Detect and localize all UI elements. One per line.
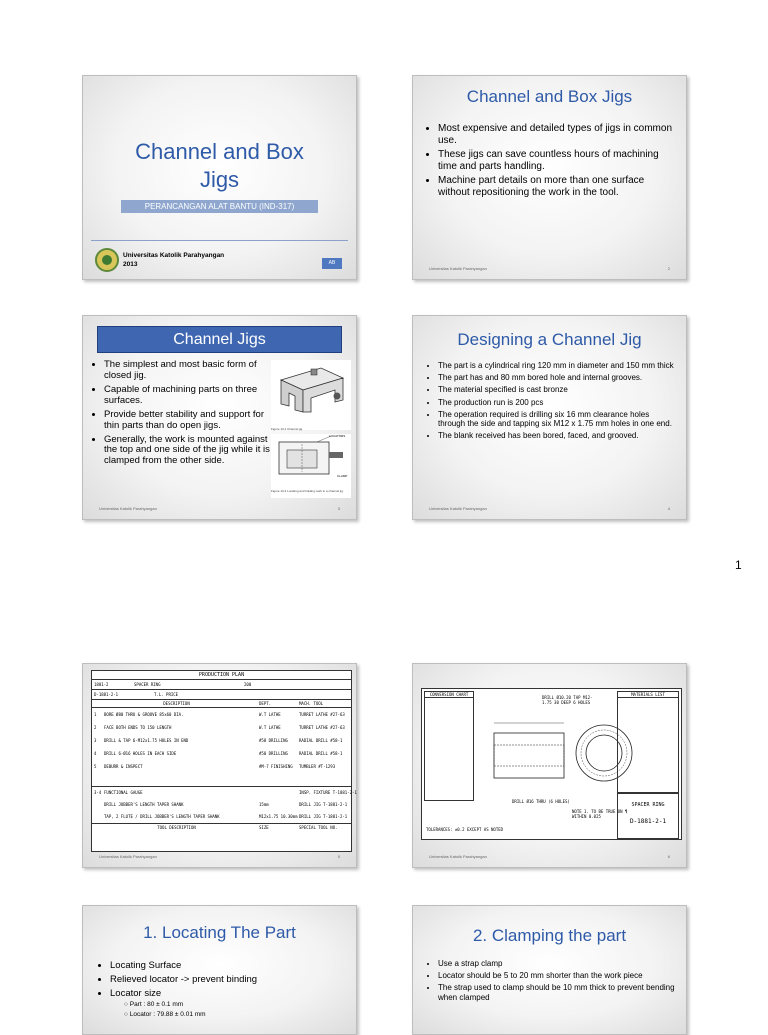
slide-page-number: 2 [667, 266, 670, 271]
drawing-number: D-1881-2-1 [94, 692, 119, 697]
sub-bullet-text: Part : 80 ± 0.1 mm [129, 1000, 184, 1008]
slide-footer [429, 266, 670, 271]
tool-size [259, 787, 299, 799]
planner: T.L. PRICE [154, 692, 179, 697]
op-number: 5 [94, 764, 97, 769]
slide-title: Channel and Box Jigs [135, 139, 304, 192]
op-number: 2 [94, 725, 97, 730]
slide-8 [412, 905, 687, 1035]
note-1: DRILL Ø10.20 TAP M12-1.75 30 DEEP 6 HOLES [542, 695, 593, 705]
slide-title: Designing a Channel Jig [457, 330, 642, 349]
operation-row [92, 721, 351, 734]
op-description: DRILL 6-Ø16 HOLES IN EACH SIDE [104, 751, 177, 756]
title-bar [97, 326, 342, 353]
tool-special: DRILL JIG T-1881-2-1 [299, 814, 348, 819]
bullet: • The blank received has been bored, faced, and grooved. [438, 431, 676, 440]
bullet: • Locator should be 5 to 20 mm shorter than the work piece [438, 971, 676, 980]
slide-subtitle-bar [121, 200, 318, 213]
sub-bullet: ○ Part : 80 ± 0.1 mm [124, 1000, 184, 1008]
slide-page-number: 3 [337, 506, 340, 511]
header-description: DESCRIPTION [163, 701, 190, 706]
slide-footer [99, 506, 340, 511]
slide-title: 2. Clamping the part [472, 926, 627, 945]
tool-size: 15mm [259, 802, 269, 807]
bullet: • The strap used to clamp should be 10 mm thick to prevent bending when clamped [438, 983, 676, 1001]
figure-caption: Figure 13-2 Locating and holding work in a channel jig. [271, 489, 344, 493]
op-description: DRILL & TAP 6-M12x1.75 HOLES IN END [104, 738, 189, 743]
tool-header-tool: SPECIAL TOOL NO. [299, 825, 338, 830]
bullet-list [427, 123, 674, 201]
tool-header-size: SIZE [259, 825, 269, 830]
university-logo [95, 248, 119, 272]
locators-label: LOCATORS [329, 434, 346, 438]
figure-caption: Figure 13-1 Channel jig. [271, 427, 304, 431]
operation-row [92, 708, 351, 721]
bullet: • These jigs can save countless hours of machining time and parts handling. [438, 149, 674, 172]
header-dept: DEPT. [259, 701, 272, 706]
tool-row [92, 811, 351, 823]
ops-header [92, 700, 351, 708]
bullet: • Locating Surface [110, 961, 346, 972]
slide-title: Channel and Box Jigs [466, 87, 633, 106]
tool-special: DRILL JIG T-1881-2-1 [299, 802, 348, 807]
op-number: 3 [94, 738, 97, 743]
op-tool: RADIAL DRILL #58-1 [299, 738, 343, 743]
slide-5 [82, 663, 357, 868]
page-number: 1 [735, 558, 742, 572]
op-dept: #58 DRILLING [259, 738, 288, 743]
footer-left: Universitas Katolik Parahyangan [429, 266, 487, 271]
sheet-header [92, 680, 351, 690]
bullet-list [427, 959, 676, 1005]
part-drawing-sheet [421, 688, 682, 840]
footer-left: Universitas Katolik Parahyangan [429, 854, 487, 859]
bullet: • The material specified is cast bronze [438, 385, 676, 394]
tool-number [94, 799, 104, 811]
slide-3 [82, 315, 357, 520]
bullet-text: Locator size [110, 987, 162, 999]
tolerances: TOLERANCES: ±0.2 EXCEPT AS NOTED [426, 827, 504, 832]
slide-4 [412, 315, 687, 520]
conversion-title: CONVERSION CHART [425, 692, 473, 698]
tool-description: TAP, 2 FLUTE / DRILL JOBBER'S LENGTH TAPER SHANK [104, 814, 220, 819]
part-number: 1881-2 [94, 682, 109, 687]
op-dept: W.T LATHE [259, 712, 281, 717]
op-dept: W.T LATHE [259, 725, 281, 730]
slide-subtitle: PERANCANGAN ALAT BANTU (IND-317) [144, 202, 295, 211]
title-block [617, 793, 679, 839]
op-description: DEBURR & INSPECT [104, 764, 143, 769]
bullet: • The simplest and most basic form of closed jig. [104, 360, 280, 382]
op-dept: #58 DRILLING [259, 751, 288, 756]
slide-2 [412, 75, 687, 280]
bullet-list [99, 961, 346, 1022]
production-plan-sheet [91, 670, 357, 852]
note-2: DRILL Ø16 THRU (6 HOLES) [512, 799, 570, 804]
operation-row [92, 747, 351, 760]
channel-jig-drawing [271, 360, 351, 422]
slide-page-number: 4 [667, 506, 670, 511]
slide-7 [82, 905, 357, 1035]
op-tool: TURRET LATHE #27-63 [299, 712, 345, 717]
op-number: 1 [94, 712, 97, 717]
bottom-rule [91, 240, 348, 241]
conversion-chart [424, 691, 474, 801]
drawing-part-name: SPACER RING [631, 802, 665, 808]
tool-size: M12x1.75 10.30mm [259, 814, 298, 819]
slide-page-number: 6 [667, 854, 670, 859]
bullet: • Relieved locator -> prevent binding [110, 975, 346, 986]
university-name: Universitas Katolik Parahyangan [123, 252, 225, 259]
slide-footer [429, 854, 670, 859]
bullet: • The part has and 80 mm bored hole and internal grooves. [438, 373, 676, 382]
materials-title: MATERIALS LIST [618, 692, 678, 698]
op-description: BORE Ø80 THRU & GROOVE 85x60 DIA. [104, 712, 184, 717]
drawing-number: D-1881-2-1 [629, 818, 667, 825]
operation-row [92, 760, 351, 773]
quantity: 200 [244, 682, 252, 687]
part-name: SPACER RING [134, 682, 161, 687]
clamp-label: CLAMP [337, 474, 348, 478]
bullet-list [427, 361, 676, 443]
slide-title: Channel Jigs [173, 331, 266, 348]
bullet: • Capable of machining parts on three surfaces. [104, 385, 280, 407]
badge-label: AB [328, 260, 336, 266]
sub-bullet: ○ Locator : 79.88 ± 0.01 mm [124, 1011, 206, 1019]
tool-rows [92, 787, 357, 824]
note-3: NOTE 1. TO BE TRUE ON ¶ WITHIN 0.025 [572, 809, 628, 819]
footer-left: Universitas Katolik Parahyangan [429, 506, 487, 511]
slide-title: 1. Locating The Part [143, 923, 296, 942]
op-tool: TURRET LATHE #27-63 [299, 725, 345, 730]
channel-jig-section-figure [271, 434, 351, 498]
tool-special: INSP. FIXTURE T-1881-2-1 [299, 790, 357, 795]
bullet: • The part is a cylindrical ring 120 mm in diameter and 150 mm thick [438, 361, 676, 370]
bullet: • The production run is 200 pcs [438, 398, 676, 407]
bullet: • Generally, the work is mounted against the top and one side of the jig while it is clamped from the other side. [104, 435, 280, 468]
op-dept: #M-7 FINISHING [259, 764, 293, 769]
tool-header [92, 824, 351, 831]
slide-footer [429, 506, 670, 511]
op-number: 4 [94, 751, 97, 756]
tool-row [92, 787, 357, 799]
materials-list [617, 691, 679, 793]
sub-bullet-text: Locator : 79.88 ± 0.01 mm [129, 1011, 206, 1019]
seal-icon [97, 250, 117, 270]
footer-left: Universitas Katolik Parahyangan [99, 854, 157, 859]
tool-description: DRILL JOBBER'S LENGTH TAPER SHANK [104, 802, 184, 807]
tool-header-desc: TOOL DESCRIPTION [157, 825, 196, 830]
badge [322, 258, 342, 269]
tool-row [92, 799, 351, 811]
bullet: • Machine part details on more than one surface without repositioning the work in the tool. [438, 175, 674, 198]
op-description: FACE BOTH ENDS TO 150 LENGTH [104, 725, 172, 730]
sub-list [110, 1001, 346, 1019]
footer-left: Universitas Katolik Parahyangan [99, 506, 157, 511]
sheet-title: PRODUCTION PLAN [92, 671, 351, 680]
slide-6 [412, 663, 687, 868]
bullet-list [93, 360, 280, 470]
bullet: • Use a strap clamp [438, 959, 676, 968]
tool-number [94, 811, 104, 823]
bullet: • The operation required is drilling six 16 mm clearance holes through the side and tapping six M12 x 1.75 mm holes in one end. [438, 410, 676, 428]
sheet-header-2 [92, 690, 351, 700]
year: 2013 [123, 261, 138, 268]
tool-number: 3-4 [94, 790, 102, 795]
ops-rows [92, 708, 351, 787]
slide-1 [82, 75, 357, 280]
bullet [110, 989, 346, 1019]
op-tool: RADIAL DRILL #58-1 [299, 751, 343, 756]
bullet: • Most expensive and detailed types of jigs in common use. [438, 123, 674, 146]
slide-page-number: 5 [337, 854, 340, 859]
tool-description: FUNCTIONAL GAUGE [104, 790, 143, 795]
operation-row [92, 734, 351, 747]
op-tool: TUMBLER #T-1293 [299, 764, 336, 769]
header-tool: MACH. TOOL [299, 701, 324, 706]
channel-jig-figure [271, 360, 351, 430]
bullet: • Provide better stability and support for thin parts than do open jigs. [104, 410, 280, 432]
slide-footer [99, 854, 340, 859]
